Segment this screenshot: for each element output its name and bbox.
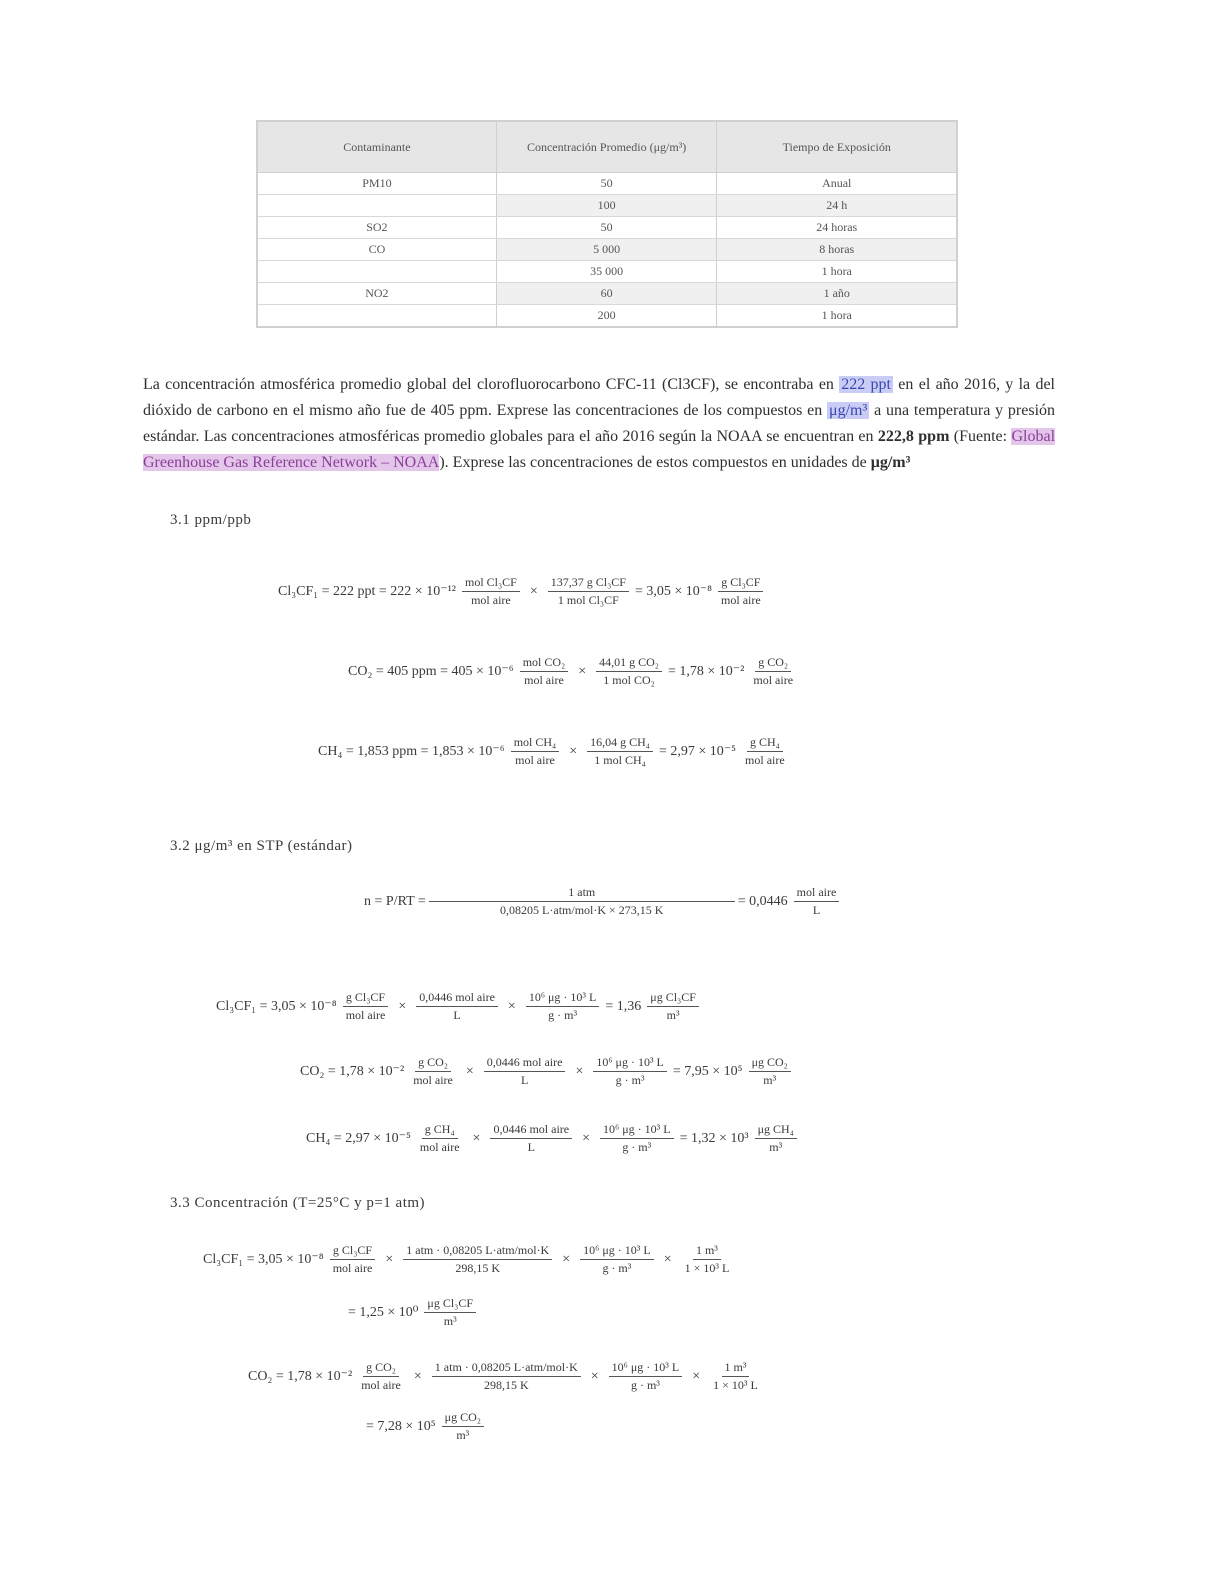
fraction [609, 1360, 683, 1393]
fraction [358, 1360, 404, 1393]
equation-lhs: Cl₃CF₁ = 3,05 × 10⁻⁸ [216, 999, 337, 1014]
table-header-row [257, 121, 957, 173]
fraction [462, 575, 520, 608]
numerator: 10⁶ μg · 10³ L [593, 1055, 667, 1072]
numerator: 0,0446 mol aire [484, 1055, 566, 1072]
numerator: g Cl₃CF [718, 575, 763, 592]
denominator: mol aire [524, 673, 564, 687]
fraction [718, 575, 764, 608]
table-header-cell: Contaminante [257, 121, 496, 173]
paragraph-text: en el año 2016, y la del dióxido de carbono en el mismo año fue de 405 ppm. Exprese las concentraciones de los compuestos en [143, 376, 1056, 419]
paragraph-text: La concentración atmosférica promedio global del clorofluorocarbono CFC-11 (Cl3CF), se encontraba en [143, 376, 840, 393]
denominator: m³ [763, 1073, 777, 1087]
equation-continuation [348, 1296, 482, 1329]
equation-lhs: CO₂ = 405 ppm = 405 × 10⁻⁶ [348, 664, 514, 679]
table-cell: 24 h [717, 195, 957, 217]
fraction [330, 1243, 376, 1276]
table-cell: NO2 [257, 283, 496, 305]
equation-result: = 0,0446 [737, 893, 788, 909]
numerator: g Cl₃CF [330, 1243, 375, 1260]
bold-value: 222,8 ppm [877, 428, 950, 445]
equation-result: = 7,95 × 10⁵ [672, 1063, 743, 1079]
fraction [794, 885, 840, 918]
numerator: 44,01 g CO₂ [596, 655, 662, 672]
table-cell: 1 año [717, 283, 957, 305]
bold-value: μg/m³ [870, 454, 911, 471]
numerator: 10⁶ μg · 10³ L [526, 990, 600, 1007]
numerator: 10⁶ μg · 10³ L [600, 1122, 674, 1139]
equation-result: = 7,28 × 10⁵ [366, 1418, 436, 1434]
equation: Cl₃CF₁ = 222 ppt = 222 × 10⁻¹² $\frac{\text{mol Cl₃CF}}{\text{mol aire}}$ × $\frac{\text{137,37 g Cl₃CF}}{\text{1 mol Cl₃CF}}$ = 3,05 × 10⁻⁸ $\frac{\text{g Cl₃CF}}{\text{mol aire}}$ [278, 575, 770, 608]
fraction [410, 1055, 456, 1088]
numerator: 1 m³ [693, 1243, 721, 1260]
source-link[interactable]: Global Greenhouse Gas Reference Network – NOAA [143, 428, 1056, 471]
numerator: mol aire [794, 885, 840, 902]
numerator: 1 atm · 0,08205 L·atm/mol·K [403, 1243, 552, 1260]
table-cell: 60 [496, 283, 717, 305]
fraction [742, 735, 788, 768]
numerator: 1 atm · 0,08205 L·atm/mol·K [432, 1360, 581, 1377]
fraction [647, 990, 699, 1023]
equation-lhs: Cl₃CF₁ = 222 ppt = 222 × 10⁻¹² [278, 584, 456, 599]
denominator: mol aire [745, 753, 785, 767]
denominator: L [520, 1073, 529, 1087]
numerator: 1 m³ [722, 1360, 750, 1377]
fraction [417, 1122, 463, 1155]
table-cell: 8 horas [717, 239, 957, 261]
table-cell: 1 hora [717, 305, 957, 328]
numerator: mol Cl₃CF [462, 575, 520, 592]
fraction [710, 1360, 761, 1393]
numerator: 10⁶ μg · 10³ L [609, 1360, 683, 1377]
table-cell: 24 horas [717, 217, 957, 239]
table-cell: 100 [496, 195, 717, 217]
table-cell: PM10 [257, 173, 496, 195]
equation: CO₂ = 405 ppm = 405 × 10⁻⁶ $\frac{\text{mol CO₂}}{\text{mol aire}}$ × $\frac{\text{44,01 g CO₂}}{\text{1 mol CO₂}}$ = 1,78 × 10⁻² $\frac{\text{g CO₂}}{\text{mol aire}}$ [348, 655, 802, 688]
table-header-cell: Concentración Promedio (μg/m³) [496, 121, 717, 173]
highlight-link[interactable]: 222 ppt [841, 376, 891, 393]
table-cell: 200 [496, 305, 717, 328]
numerator: g Cl₃CF [343, 990, 388, 1007]
denominator: m³ [456, 1428, 470, 1442]
problem-paragraph [143, 372, 1055, 476]
numerator: 10⁶ μg · 10³ L [580, 1243, 654, 1260]
denominator: m³ [666, 1008, 680, 1022]
table-row [257, 261, 957, 283]
table-row [257, 305, 957, 328]
numerator: 0,0446 mol aire [490, 1122, 572, 1139]
equation-lhs: CH₄ = 1,853 ppm = 1,853 × 10⁻⁶ [318, 744, 505, 759]
fraction [432, 885, 732, 918]
denominator: g · m³ [630, 1378, 660, 1392]
equation: Cl₃CF₁ = 3,05 × 10⁻⁸ $\frac{\text{g Cl₃CF}}{\text{mol aire}}$ × $\frac{\text{0,0446 mol aire}}{L}$ × $\frac{\text{10⁶ μg · 10³ L}}{\text{g · m³}}$ = 1,36 $\frac{\text{μg Cl₃CF}}{\text{m³}}$ [216, 990, 705, 1023]
equation-result: = 1,78 × 10⁻² [667, 664, 745, 679]
numerator: 1 atm [429, 885, 735, 902]
table-cell: 50 [496, 217, 717, 239]
fraction [442, 1410, 484, 1443]
fraction [682, 1243, 733, 1276]
equation-lhs: CO₂ = 1,78 × 10⁻² [248, 1369, 353, 1384]
fraction [596, 655, 662, 688]
equation-continuation [366, 1410, 490, 1443]
denominator: 1 mol Cl₃CF [557, 593, 619, 607]
table-cell [257, 195, 496, 217]
fraction [749, 1055, 791, 1088]
numerator: 137,37 g Cl₃CF [548, 575, 629, 592]
limits-table [256, 120, 958, 328]
equation-result: = 3,05 × 10⁻⁸ [634, 584, 713, 599]
table-row [257, 217, 957, 239]
fraction [548, 575, 629, 608]
denominator: L [453, 1008, 461, 1022]
numerator: 16,04 g CH₄ [587, 735, 653, 752]
table-cell [257, 261, 496, 283]
table-cell: CO [257, 239, 496, 261]
denominator: mol aire [515, 753, 555, 767]
paragraph-text: ). Exprese las concentraciones de estos compuestos en unidades de [439, 454, 871, 471]
equation: CH₄ = 2,97 × 10⁻⁵ $\frac{\text{g CH₄}}{\text{mol aire}}$ × $\frac{\text{0,0446 mol aire}}{L}$ × $\frac{\text{10⁶ μg · 10³ L}}{\text{g · m³}}$ = 1,32 × 10³ $\frac{\text{μg CH₄}}{\text{m³}}$ [306, 1122, 803, 1155]
denominator: mol aire [721, 593, 761, 607]
table-cell: SO2 [257, 217, 496, 239]
fraction [755, 1122, 797, 1155]
denominator: mol aire [419, 1140, 460, 1154]
denominator: 1 mol CO₂ [603, 673, 655, 687]
fraction [484, 1055, 566, 1088]
table-row [257, 195, 957, 217]
numerator: g CO₂ [363, 1360, 399, 1377]
numerator: mol CH₄ [511, 735, 560, 752]
highlight-link[interactable]: μg/m³ [829, 402, 868, 419]
fraction [343, 990, 389, 1023]
denominator: m³ [769, 1140, 783, 1154]
denominator: L [527, 1140, 535, 1154]
fraction [520, 655, 569, 688]
equation: CO₂ = 1,78 × 10⁻² $\frac{\text{g CO₂}}{\text{mol aire}}$ × $\frac{\text{0,0446 mol aire}}{L}$ × $\frac{\text{10⁶ μg · 10³ L}}{\text{g · m³}}$ = 7,95 × 10⁵ $\frac{\text{μg CO₂}}{\text{m³}}$ [300, 1055, 797, 1088]
fraction [424, 1296, 476, 1329]
table-cell: 1 hora [717, 261, 957, 283]
denominator: g · m³ [622, 1140, 652, 1154]
denominator: L [812, 903, 821, 917]
numerator: 0,0446 mol aire [416, 990, 498, 1007]
equation-result: = 1,25 × 10⁰ [348, 1305, 419, 1320]
table-cell [257, 305, 496, 328]
equation-result: = 2,97 × 10⁻⁵ [658, 744, 737, 759]
equation: CO₂ = 1,78 × 10⁻² $\frac{\text{g CO₂}}{\text{mol aire}}$ × $\frac{\text{1 atm · 0,08205 L·atm/mol·K}}{298,15 K}$ × $\frac{\text{10⁶ μg · 10³ L}}{\text{g · m³}}$ × $\frac{\text{1 m³}}{\text{1 × 10³ L}}$ [248, 1360, 767, 1393]
fraction [600, 1122, 674, 1155]
table-row [257, 283, 957, 305]
equation-lhs: Cl₃CF₁ = 3,05 × 10⁻⁸ [203, 1252, 324, 1267]
fraction [587, 735, 653, 768]
numerator: μg CO₂ [442, 1410, 484, 1427]
table-cell: 35 000 [496, 261, 717, 283]
table-cell: 5 000 [496, 239, 717, 261]
equation-result: = 1,32 × 10³ [679, 1130, 749, 1146]
numerator: g CO₂ [755, 655, 791, 672]
fraction [432, 1360, 581, 1393]
table-cell: Anual [717, 173, 957, 195]
numerator: μg Cl₃CF [424, 1296, 476, 1313]
denominator: 1 mol CH₄ [594, 753, 646, 767]
denominator: 0,08205 L·atm/mol·K × 273,15 K [500, 903, 664, 917]
section-heading: 3.3 Concentración (T=25°C y p=1 atm) [170, 1195, 426, 1211]
fraction [403, 1243, 552, 1276]
table-header-cell: Tiempo de Exposición [717, 121, 957, 173]
denominator: g · m³ [602, 1261, 632, 1275]
fraction [526, 990, 600, 1023]
equation: Cl₃CF₁ = 3,05 × 10⁻⁸ $\frac{\text{g Cl₃CF}}{\text{mol aire}}$ × $\frac{\text{1 atm · 0,08205 L·atm/mol·K}}{298,15 K}$ × $\frac{\text{10⁶ μg · 10³ L}}{\text{g · m³}}$ × $\frac{\text{1 m³}}{\text{1 × 10³ L}}$ [203, 1243, 738, 1276]
equation-lhs: CH₄ = 2,97 × 10⁻⁵ [306, 1131, 411, 1146]
numerator: g CH₄ [747, 735, 783, 752]
equation-lhs: CO₂ = 1,78 × 10⁻² [300, 1064, 405, 1079]
fraction [580, 1243, 654, 1276]
denominator: m³ [443, 1314, 457, 1328]
denominator: 298,15 K [483, 1378, 529, 1392]
denominator: mol aire [413, 1073, 453, 1087]
numerator: g CH₄ [422, 1122, 458, 1139]
equation-lhs: n = P/RT = [364, 893, 426, 909]
numerator: g CO₂ [415, 1055, 451, 1072]
table-row [257, 239, 957, 261]
denominator: mol aire [753, 673, 794, 687]
fraction [416, 990, 498, 1023]
numerator: μg CO₂ [749, 1055, 791, 1072]
section-heading: 3.1 ppm/ppb [170, 512, 252, 528]
denominator: 1 × 10³ L [713, 1378, 758, 1392]
table-row [257, 173, 957, 195]
equation: CH₄ = 1,853 ppm = 1,853 × 10⁻⁶ $\frac{\text{mol CH₄}}{\text{mol aire}}$ × $\frac{\text{16,04 g CH₄}}{\text{1 mol CH₄}}$ = 2,97 × 10⁻⁵ $\frac{\text{g CH₄}}{\text{mol aire}}$ [318, 735, 794, 768]
denominator: 1 × 10³ L [684, 1261, 730, 1275]
section-heading: 3.2 μg/m³ en STP (estándar) [170, 838, 353, 854]
denominator: g · m³ [615, 1073, 645, 1087]
fraction [750, 655, 796, 688]
denominator: mol aire [345, 1008, 386, 1022]
numerator: μg CH₄ [755, 1122, 797, 1139]
fraction [511, 735, 560, 768]
fraction [593, 1055, 667, 1088]
denominator: mol aire [332, 1261, 373, 1275]
numerator: μg Cl₃CF [647, 990, 699, 1007]
numerator: mol CO₂ [520, 655, 569, 672]
denominator: g · m³ [548, 1008, 578, 1022]
fraction [490, 1122, 572, 1155]
equation [364, 885, 845, 918]
table-cell: 50 [496, 173, 717, 195]
denominator: 298,15 K [455, 1261, 501, 1275]
denominator: mol aire [361, 1378, 401, 1392]
paragraph-text: a una temperatura y presión estándar. Las concentraciones atmosféricas promedio globales para el año 2016 según la NOAA se encuentran en [143, 402, 1056, 445]
paragraph-text: (Fuente: [949, 428, 1012, 445]
denominator: mol aire [471, 593, 511, 607]
equation-result: = 1,36 [605, 998, 642, 1014]
